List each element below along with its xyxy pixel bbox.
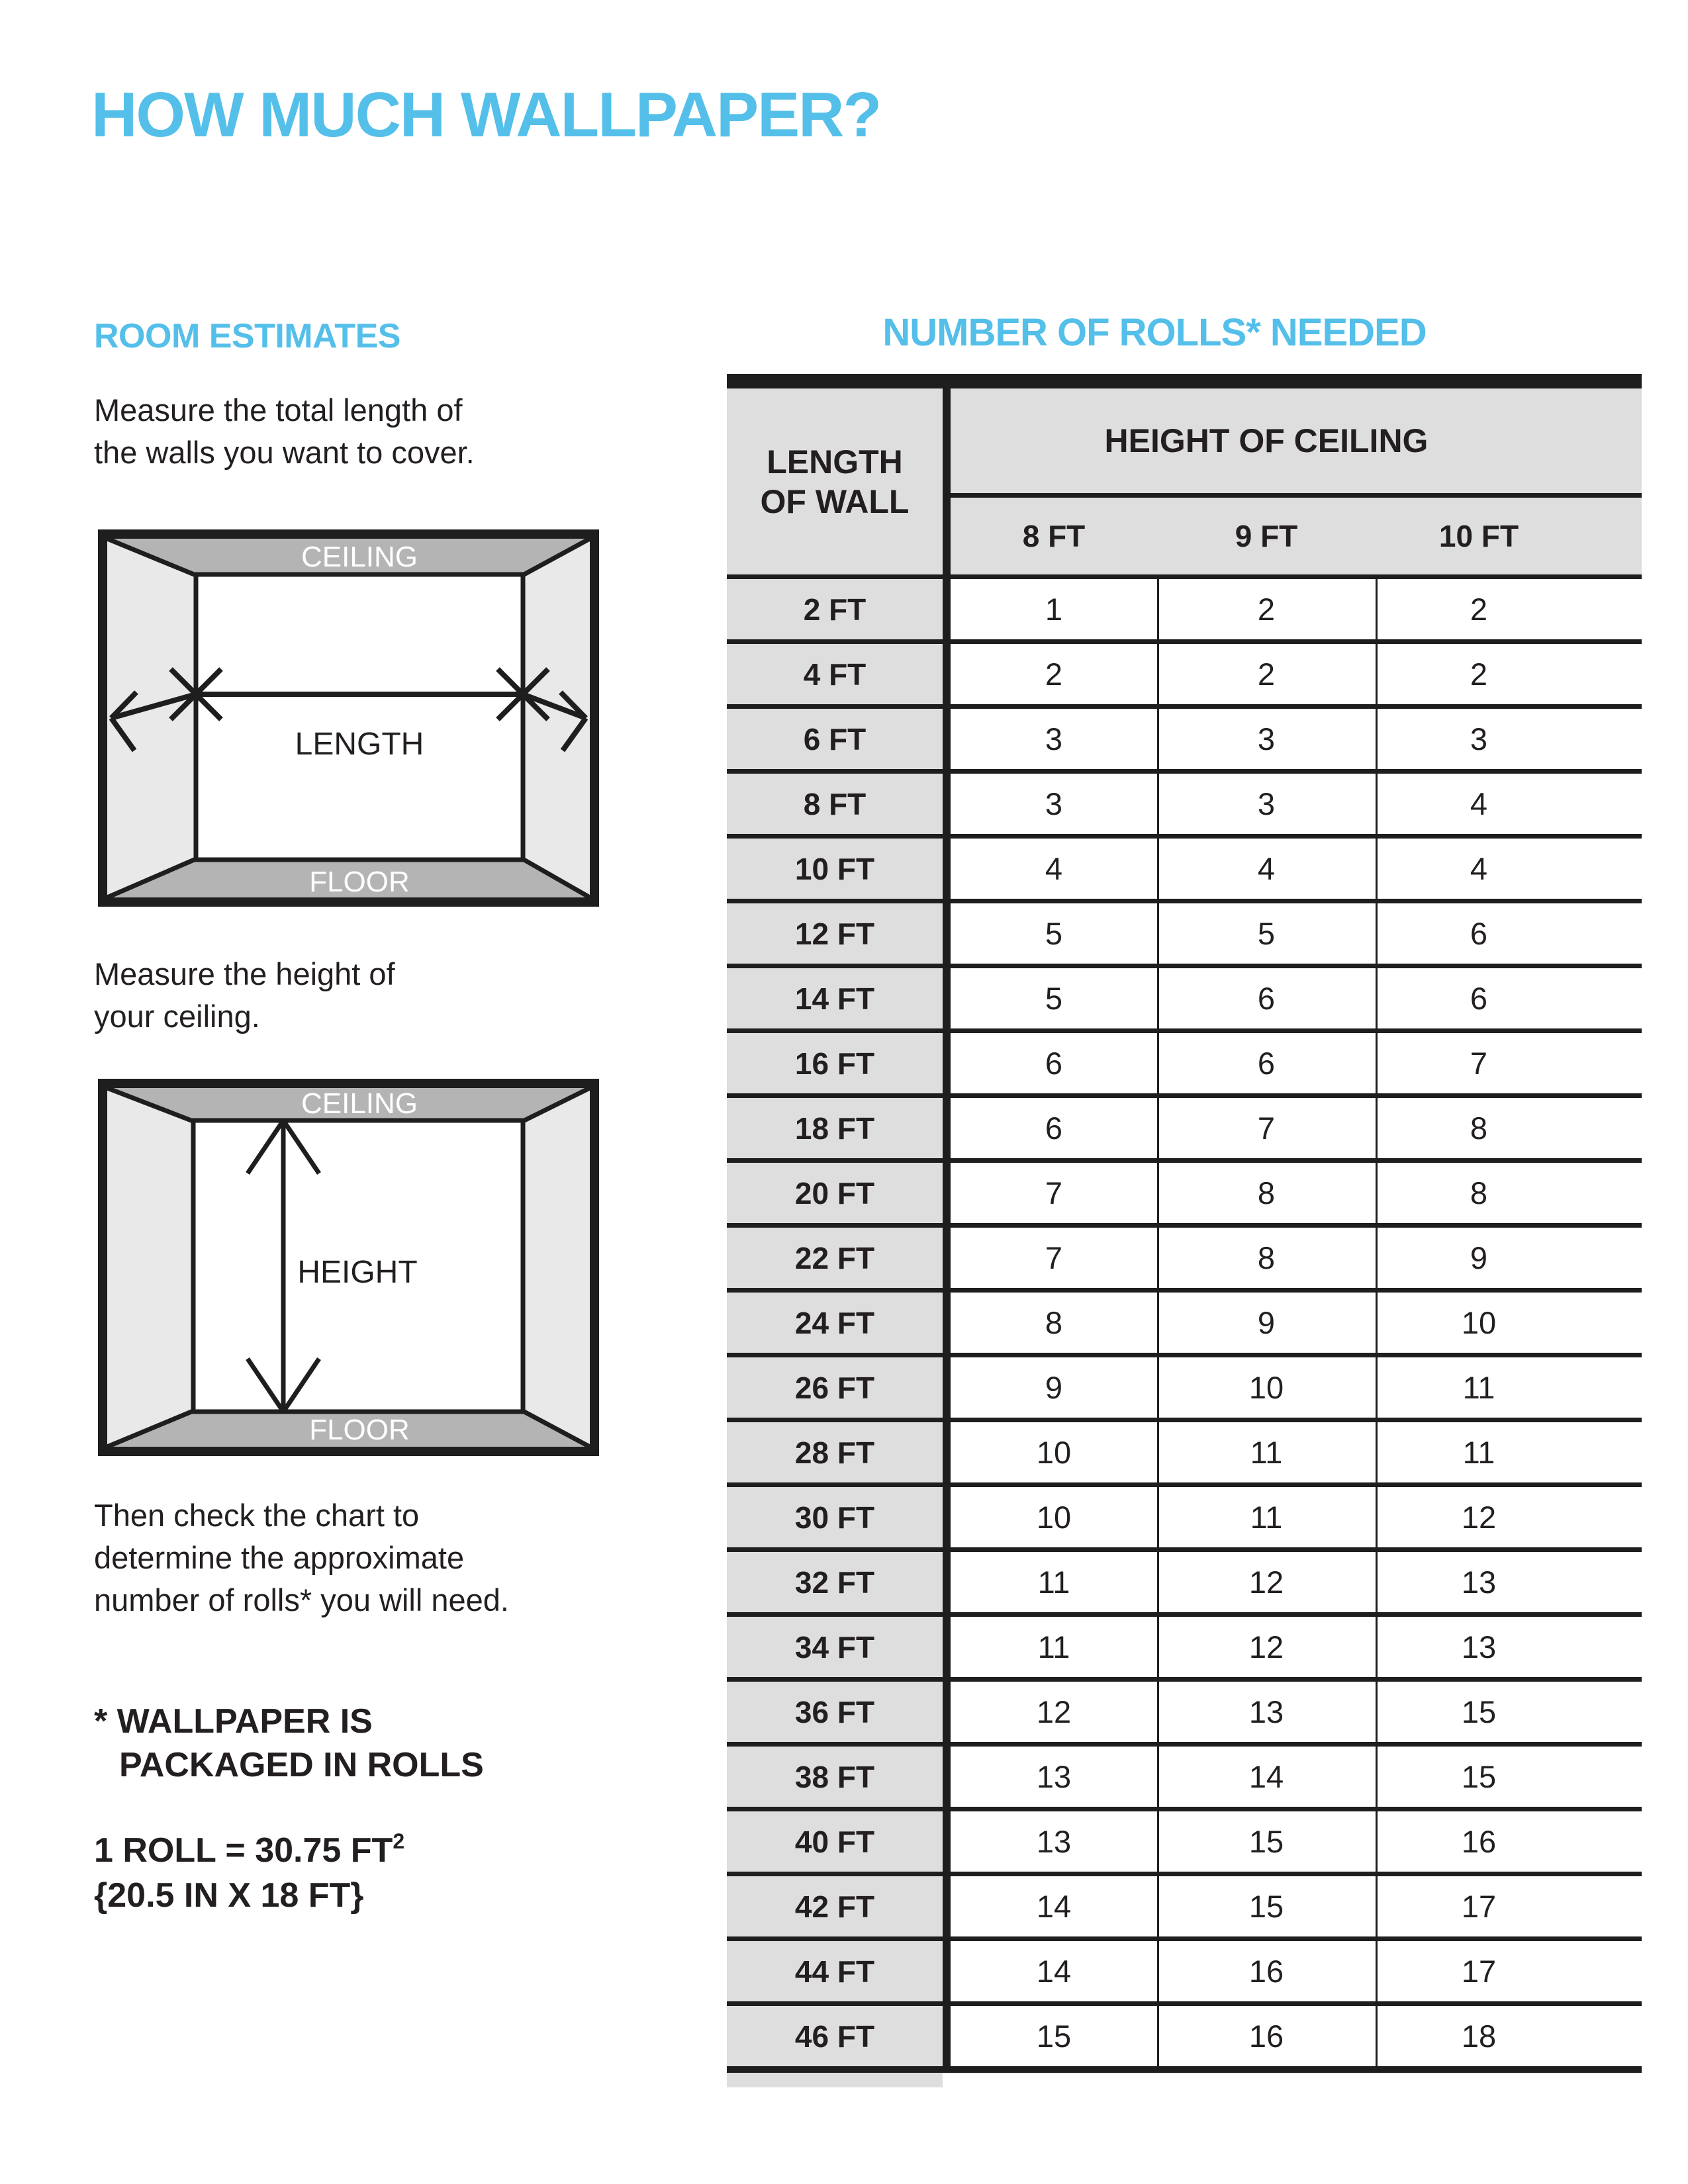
rolls-value: 10 — [1036, 1500, 1072, 1535]
table-row — [727, 1158, 1642, 1223]
rolls-value: 6 — [1470, 981, 1488, 1016]
floor-label: FLOOR — [309, 1414, 410, 1446]
table-row — [727, 574, 1642, 639]
row-label: 6 FT — [727, 709, 943, 769]
rolls-value: 2 — [1257, 657, 1276, 692]
rolls-value: 6 — [1257, 981, 1276, 1016]
table-row — [727, 704, 1642, 769]
rolls-value: 3 — [1470, 721, 1488, 756]
rolls-value: 9 — [1470, 1240, 1488, 1275]
ceiling-height-columns — [951, 498, 1642, 574]
rolls-value: 14 — [1248, 1759, 1284, 1794]
room-length-diagram — [98, 529, 599, 907]
rolls-value: 6 — [1257, 1046, 1276, 1081]
rolls-value: 12 — [1461, 1500, 1497, 1535]
table-row — [727, 769, 1642, 834]
table-vertical-divider — [1157, 574, 1159, 2066]
table-vertical-divider — [1376, 574, 1378, 2066]
rolls-value: 2 — [1045, 657, 1063, 692]
roll-spec — [94, 1819, 404, 1918]
instruction-line: your ceiling. — [94, 999, 260, 1034]
rolls-value: 7 — [1470, 1046, 1488, 1081]
column-header: 10 FT — [1438, 519, 1519, 553]
rolls-value: 11 — [1250, 1435, 1283, 1470]
rolls-value: 9 — [1257, 1305, 1276, 1340]
table-row — [727, 964, 1642, 1028]
table-row — [727, 1547, 1642, 1612]
rolls-value: 12 — [1036, 1694, 1072, 1729]
table-row — [727, 1353, 1642, 1418]
rolls-value: 15 — [1248, 1824, 1284, 1859]
rolls-value: 11 — [1037, 1629, 1070, 1664]
rolls-value: 7 — [1257, 1111, 1276, 1146]
table-row — [727, 834, 1642, 899]
table-vertical-divider-thick — [943, 374, 951, 2073]
rolls-value: 8 — [1470, 1111, 1488, 1146]
rolls-value: 17 — [1461, 1889, 1497, 1924]
rolls-value: 15 — [1248, 1889, 1284, 1924]
row-label: 42 FT — [727, 1876, 943, 1936]
row-label: 28 FT — [727, 1422, 943, 1482]
table-row — [727, 1807, 1642, 1872]
table-row — [727, 2001, 1642, 2066]
row-label: 2 FT — [727, 579, 943, 639]
rolls-value: 6 — [1045, 1046, 1063, 1081]
table-row — [727, 639, 1642, 704]
footnote-line: * WALLPAPER IS — [94, 1702, 373, 1741]
rolls-value: 5 — [1257, 916, 1276, 951]
rolls-value: 13 — [1036, 1759, 1072, 1794]
superscript-two: 2 — [393, 1829, 405, 1853]
rolls-value: 7 — [1045, 1175, 1063, 1210]
row-label: 32 FT — [727, 1552, 943, 1612]
rolls-value: 11 — [1037, 1565, 1070, 1600]
roll-dimensions-line: {20.5 IN X 18 FT} — [94, 1876, 364, 1915]
row-label: 46 FT — [727, 2006, 943, 2066]
rolls-value: 16 — [1248, 2019, 1284, 2054]
rolls-value: 17 — [1461, 1954, 1497, 1989]
page-title: HOW MUCH WALLPAPER? — [91, 79, 881, 150]
rolls-value: 8 — [1257, 1175, 1276, 1210]
rolls-value: 12 — [1248, 1629, 1284, 1664]
header-line: LENGTH — [767, 443, 903, 480]
rolls-value: 10 — [1461, 1305, 1497, 1340]
row-label: 24 FT — [727, 1293, 943, 1353]
table-row — [727, 1742, 1642, 1807]
rolls-value: 10 — [1036, 1435, 1072, 1470]
header-line: OF WALL — [760, 482, 910, 520]
table-row — [727, 1872, 1642, 1936]
table-gray-tab — [727, 2073, 943, 2087]
rolls-value: 12 — [1248, 1565, 1284, 1600]
rolls-value: 6 — [1470, 916, 1488, 951]
rolls-value: 11 — [1462, 1435, 1495, 1470]
row-label: 34 FT — [727, 1617, 943, 1677]
table-row — [727, 1418, 1642, 1482]
table-row — [727, 1028, 1642, 1093]
instruction-line: Measure the total length of — [94, 392, 463, 428]
header-divider-line — [951, 493, 1642, 498]
packaging-footnote — [94, 1700, 484, 1787]
room-height-diagram — [98, 1079, 599, 1456]
rolls-value: 13 — [1461, 1565, 1497, 1600]
instruction-line: the walls you want to cover. — [94, 435, 475, 470]
rolls-value: 5 — [1045, 981, 1063, 1016]
instruction-measure-height — [94, 953, 395, 1038]
rolls-value: 13 — [1248, 1694, 1284, 1729]
table-row — [727, 1482, 1642, 1547]
room-estimates-heading: ROOM ESTIMATES — [94, 317, 400, 355]
back-wall — [196, 574, 523, 860]
height-label: HEIGHT — [297, 1255, 418, 1290]
table-row — [727, 1612, 1642, 1677]
height-of-ceiling-header: HEIGHT OF CEILING — [951, 388, 1642, 493]
length-of-wall-header — [727, 388, 943, 574]
table-top-bar — [727, 374, 1642, 388]
rolls-value: 6 — [1045, 1111, 1063, 1146]
row-label: 20 FT — [727, 1163, 943, 1223]
table-row — [727, 1936, 1642, 2001]
table-row — [727, 1223, 1642, 1288]
rolls-value: 8 — [1257, 1240, 1276, 1275]
instruction-line: determine the approximate — [94, 1540, 465, 1575]
table-row — [727, 1677, 1642, 1742]
rolls-value: 16 — [1461, 1824, 1497, 1859]
rolls-value: 3 — [1045, 786, 1063, 821]
rolls-value: 5 — [1045, 916, 1063, 951]
footnote-line: PACKAGED IN ROLLS — [119, 1746, 484, 1784]
row-label: 8 FT — [727, 774, 943, 834]
rolls-value: 16 — [1248, 1954, 1284, 1989]
rolls-value: 4 — [1470, 786, 1488, 821]
row-label: 30 FT — [727, 1487, 943, 1547]
rolls-value: 14 — [1036, 1954, 1072, 1989]
rolls-value: 11 — [1250, 1500, 1283, 1535]
row-label: 12 FT — [727, 903, 943, 964]
rolls-value: 10 — [1248, 1370, 1284, 1405]
instruction-check-chart — [94, 1494, 509, 1621]
rolls-value: 1 — [1045, 592, 1063, 627]
row-label: 26 FT — [727, 1357, 943, 1418]
table-row — [727, 1288, 1642, 1353]
row-label: 14 FT — [727, 968, 943, 1028]
rolls-value: 7 — [1045, 1240, 1063, 1275]
rolls-value: 18 — [1461, 2019, 1497, 2054]
rolls-value: 13 — [1036, 1824, 1072, 1859]
rolls-value: 8 — [1470, 1175, 1488, 1210]
length-label: LENGTH — [295, 727, 424, 762]
rolls-value: 11 — [1462, 1370, 1495, 1405]
rolls-value: 3 — [1045, 721, 1063, 756]
instruction-measure-length — [94, 389, 475, 474]
ceiling-label: CEILING — [301, 541, 418, 573]
column-header: 9 FT — [1235, 519, 1298, 553]
rolls-value: 14 — [1036, 1889, 1072, 1924]
rolls-value: 3 — [1257, 721, 1276, 756]
rolls-table — [727, 374, 1642, 2095]
row-label: 44 FT — [727, 1941, 943, 2001]
table-row — [727, 1093, 1642, 1158]
row-label: 38 FT — [727, 1747, 943, 1807]
rolls-needed-heading: NUMBER OF ROLLS* NEEDED — [882, 311, 1427, 354]
rolls-value: 2 — [1470, 657, 1488, 692]
instruction-line: Measure the height of — [94, 956, 395, 991]
rolls-value: 15 — [1461, 1759, 1497, 1794]
rolls-value: 3 — [1257, 786, 1276, 821]
table-bottom-border — [727, 2066, 1642, 2073]
rolls-value: 9 — [1045, 1370, 1063, 1405]
ceiling-label: CEILING — [301, 1087, 418, 1120]
row-label: 4 FT — [727, 644, 943, 704]
instruction-line: Then check the chart to — [94, 1498, 420, 1533]
roll-size-line: 1 ROLL = 30.75 $FT^2$ — [94, 1829, 405, 1870]
rolls-value: 2 — [1470, 592, 1488, 627]
row-label: 10 FT — [727, 839, 943, 899]
table-row — [727, 899, 1642, 964]
row-label: 18 FT — [727, 1098, 943, 1158]
table-body — [727, 574, 1642, 2066]
row-label: 22 FT — [727, 1228, 943, 1288]
rolls-value: 15 — [1036, 2019, 1072, 2054]
row-label: 16 FT — [727, 1033, 943, 1093]
row-label: 36 FT — [727, 1682, 943, 1742]
rolls-value: 15 — [1461, 1694, 1497, 1729]
floor-label: FLOOR — [309, 866, 410, 898]
rolls-value: 4 — [1045, 851, 1063, 886]
row-label: 40 FT — [727, 1811, 943, 1872]
rolls-value: 8 — [1045, 1305, 1063, 1340]
instruction-line: number of rolls* you will need. — [94, 1582, 509, 1617]
rolls-value: 2 — [1257, 592, 1276, 627]
column-header: 8 FT — [1022, 519, 1086, 553]
rolls-value: 4 — [1470, 851, 1488, 886]
rolls-value: 13 — [1461, 1629, 1497, 1664]
rolls-value: 4 — [1257, 851, 1276, 886]
